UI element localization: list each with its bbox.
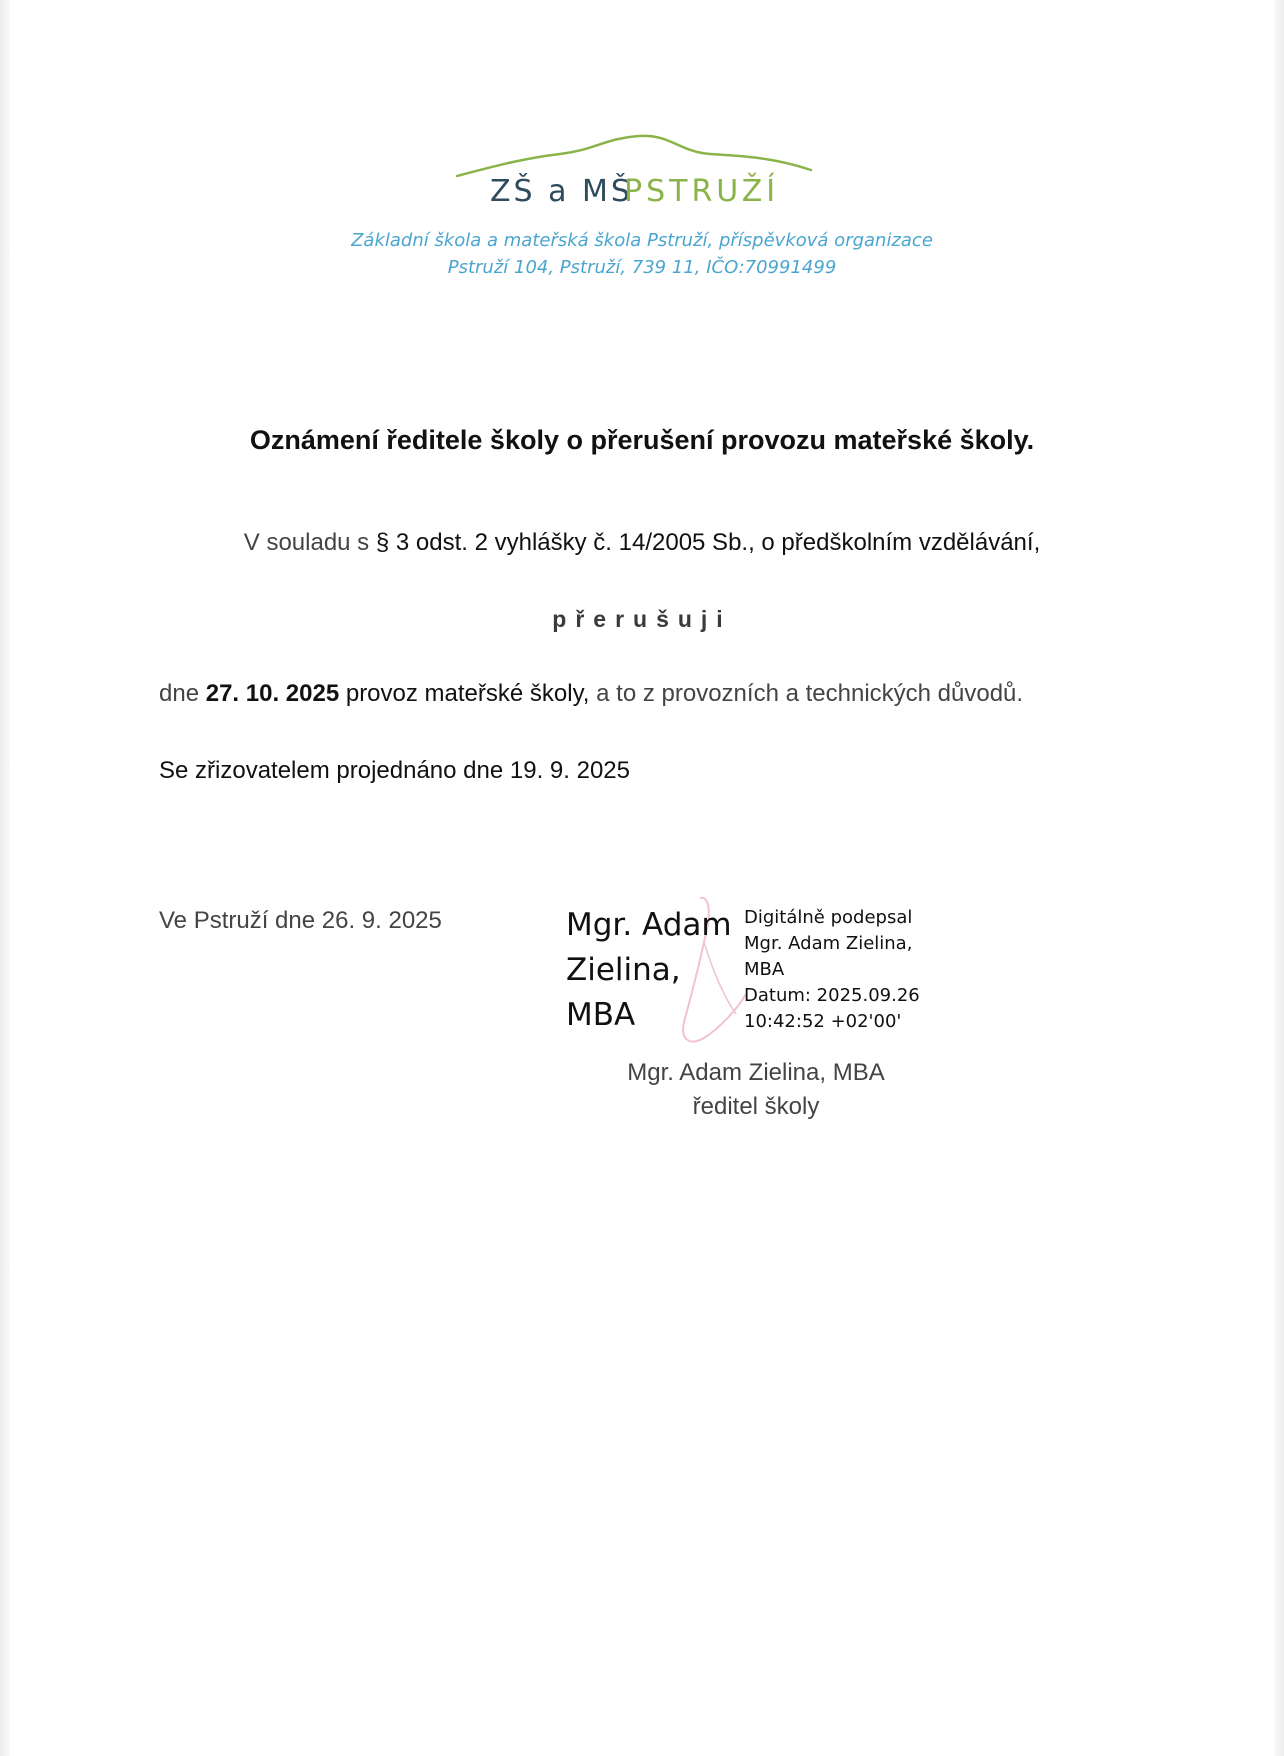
- legal-basis: [0, 529, 1284, 557]
- letterhead: [0, 130, 1284, 290]
- organization-name: Základní škola a mateřská škola Pstruží, příspěvková organizace: [351, 230, 933, 251]
- interruption-reason: a to z provozních a technických důvodů.: [589, 680, 1024, 707]
- signer-role: ředitel školy: [692, 1093, 820, 1120]
- logo-text-zsams: ZŠ a MŠ: [490, 174, 633, 209]
- interruption-verb: přerušuji: [552, 606, 732, 632]
- founder-agreement: Se zřizovatelem projednáno dne 19. 9. 2025: [159, 757, 630, 784]
- signer-name: Mgr. Adam Zielina, MBA: [627, 1059, 885, 1086]
- date-middle: provoz mateřské školy,: [339, 680, 590, 707]
- interruption-date-line: [159, 680, 1159, 708]
- logo-text-pstruzi: PSTRUŽÍ: [624, 174, 780, 209]
- signature-details: Digitálně podepsal Mgr. Adam Zielina, MBA Datum: 2025.09.26 10:42:52 +02'00': [744, 907, 920, 1032]
- legal-basis-intro: V souladu s: [243, 529, 376, 556]
- interruption-date: 27. 10. 2025: [205, 680, 340, 707]
- digital-signature: [560, 885, 960, 1055]
- organization-address: Pstruží 104, Pstruží, 739 11, IČO:70991499: [447, 257, 837, 278]
- signature-name: Mgr. Adam Zielina, MBA: [566, 907, 732, 1033]
- place-and-date: Ve Pstruží dne 26. 9. 2025: [159, 907, 442, 934]
- date-prefix: dne: [159, 680, 206, 707]
- notice-title: Oznámení ředitele školy o přerušení provozu mateřské školy.: [249, 425, 1035, 455]
- legal-basis-reference: § 3 odst. 2 vyhlášky č. 14/2005 Sb., o předškolním vzdělávání,: [375, 529, 1041, 556]
